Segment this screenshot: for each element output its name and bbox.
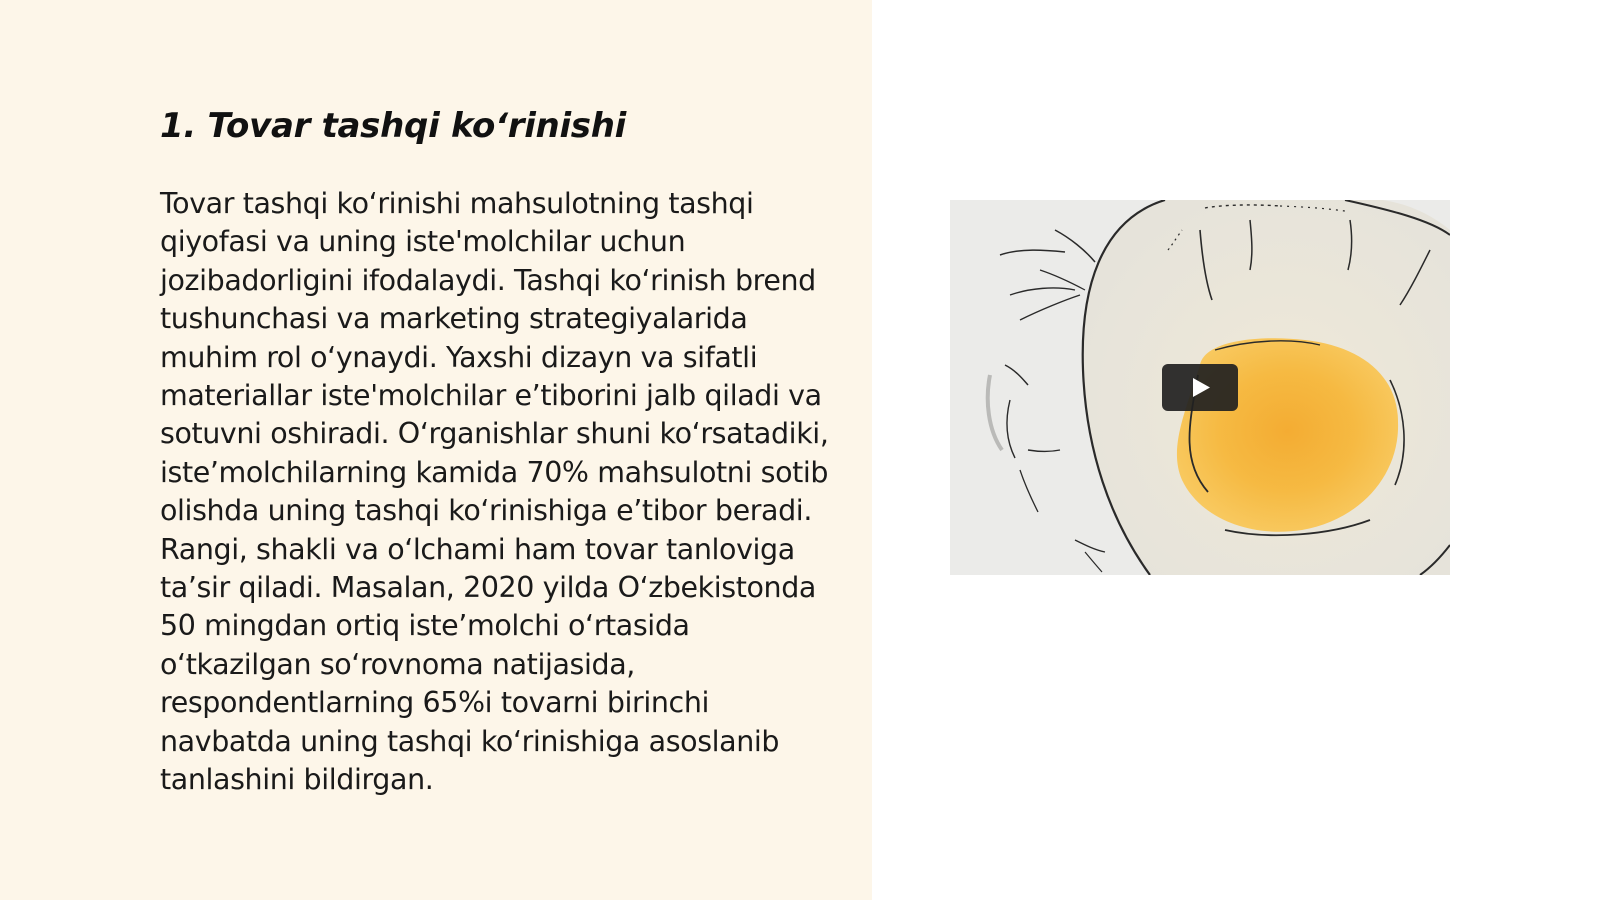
slide-heading: 1. Tovar tashqi ko‘rinishi: [160, 106, 627, 146]
play-icon: [1162, 364, 1238, 411]
play-button[interactable]: [1162, 364, 1238, 411]
slide-body-text: Tovar tashqi ko‘rinishi mahsulotning tashqi qiyofasi va uning iste'molchilar uchun jozibadorligini ifodalaydi. Tashqi ko‘rinish brend tushunchasi va marketing strategiyalarida muhim rol o‘ynaydi. Yaxshi dizayn va sifatli materiallar iste'molchilar e’tiborini jalb qiladi va sotuvni oshiradi. O‘rganishlar shuni ko‘rsatadiki, iste’molchilarning kamida 70% mahsulotni sotib olishda uning tashqi ko‘rinishiga e’tibor beradi. Rangi, shakli va o‘lchami ham tovar tanloviga ta’sir qiladi. Masalan, 2020 yilda O‘zbekistonda 50 mingdan ortiq iste’molchi o‘rtasida o‘tkazilgan so‘rovnoma natijasida, respondentlarning 65%i tovarni birinchi navbatda uning tashqi ko‘rinishiga asoslanib tanlashini bildirgan.: [160, 187, 829, 797]
video-player[interactable]: [950, 200, 1450, 575]
